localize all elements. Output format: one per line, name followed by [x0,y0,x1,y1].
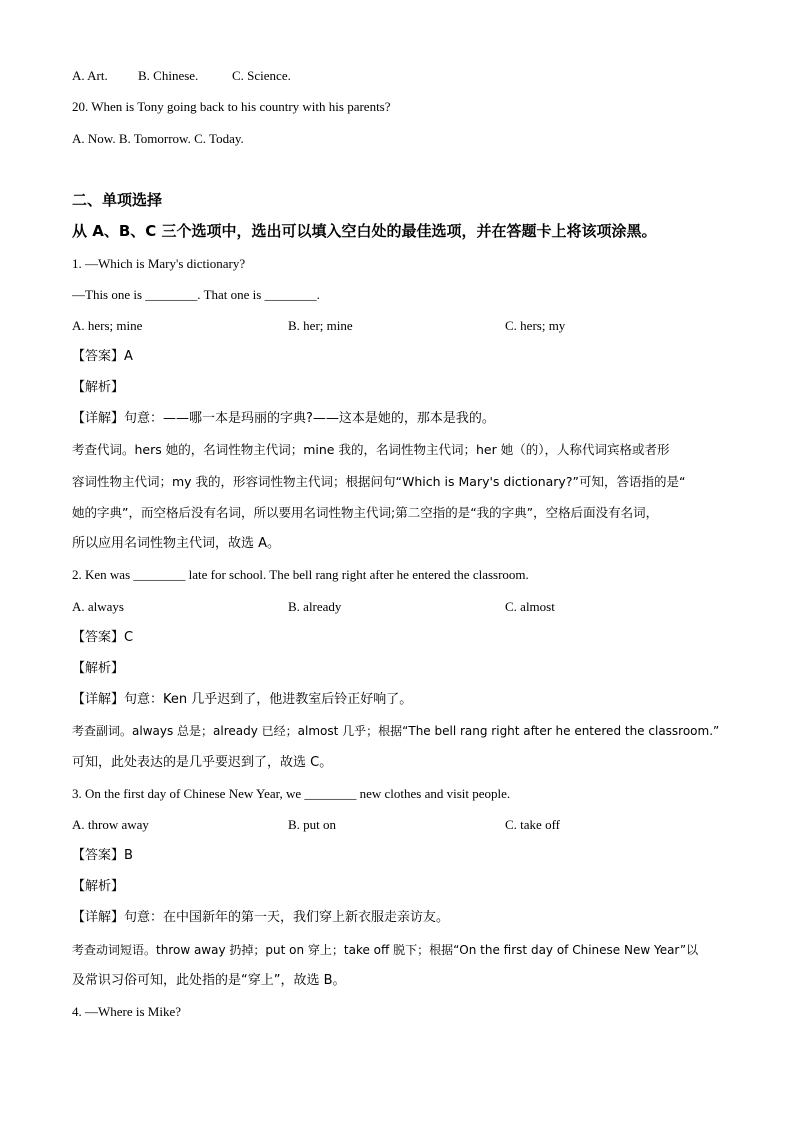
q3-answer: 【答案】B [72,848,133,863]
q2-detail-3: 可知，此处表达的是几乎要迟到了，故选 C。 [72,755,333,770]
q3-detail-1: 【详解】句意：在中国新年的第一天，我们穿上新衣服走亲访友。 [72,910,450,925]
q1-detail-2: 考查代词。hers 她的，名词性物主代词；mine 我的，名词性物主代词；her 她（的），人称代词宾格或者形 [72,442,670,457]
q2-option-a: A. always [72,599,124,614]
q2-line-1: 2. Ken was ________ late for school. The bell rang right after he entered the classroom. [72,567,529,582]
q4-line-1: 4. —Where is Mike? [72,1004,182,1019]
q2-detail-1: 【详解】句意：Ken 几乎迟到了，他进教室后铃正好响了。 [72,692,413,707]
q3-option-c: C. take off [505,817,560,832]
q1-line-2: —This one is ________. That one is ________. [72,287,320,302]
q2-analysis: 【解析】 [72,661,125,676]
q20-question: 20. When is Tony going back to his country with his parents? [72,99,391,114]
section-instruction: 从 A、B、C 三个选项中，选出可以填入空白处的最佳选项，并在答题卡上将该项涂黑。 [72,222,657,240]
q2-option-c: C. almost [505,599,555,614]
q2-option-b: B. already [288,599,342,614]
q1-option-c: C. hers; my [505,318,566,333]
q19-option-b: B. Chinese. [138,68,199,83]
q1-answer: 【答案】A [72,349,133,364]
q3-option-b: B. put on [288,817,337,832]
q3-detail-3: 及常识习俗可知，此处指的是“穿上”，故选 B。 [72,973,346,988]
q1-detail-1: 【详解】句意：——哪一本是玛丽的字典?——这本是她的，那本是我的。 [72,411,495,426]
q3-detail-2: 考查动词短语。throw away 扔掉；put on 穿上；take off 脱下；根据“On the first day of Chinese New Year”以 [72,943,699,957]
section-title: 二、单项选择 [72,191,163,209]
q1-detail-4: 她的字典”，而空格后没有名词，所以要用名词性物主代词;第二空指的是“我的字典”，空格后面没有名词， [72,505,659,520]
q1-analysis: 【解析】 [72,380,125,395]
q2-answer: 【答案】C [72,630,134,645]
q1-line-1: 1. —Which is Mary's dictionary? [72,256,246,271]
q2-detail-2: 考查副词。always 总是；already 已经；almost 几乎；根据“The bell rang right after he entered the classroom.” [72,724,720,738]
q19-option-c: C. Science. [232,68,291,83]
q3-analysis: 【解析】 [72,879,125,894]
q3-line-1: 3. On the first day of Chinese New Year, we ________ new clothes and visit people. [72,786,511,801]
q20-options: A. Now. B. Tomorrow. C. Today. [72,131,244,146]
q1-option-a: A. hers; mine [72,318,143,333]
q1-option-b: B. her; mine [288,318,353,333]
q19-option-a: A. Art. [72,68,108,83]
q3-option-a: A. throw away [72,817,149,832]
q1-detail-5: 所以应用名词性物主代词，故选 A。 [72,536,281,551]
q1-detail-3: 容词性物主代词；my 我的，形容词性物主代词；根据问句“Which is Mary's dictionary?”可知，答语指的是“ [72,474,686,489]
